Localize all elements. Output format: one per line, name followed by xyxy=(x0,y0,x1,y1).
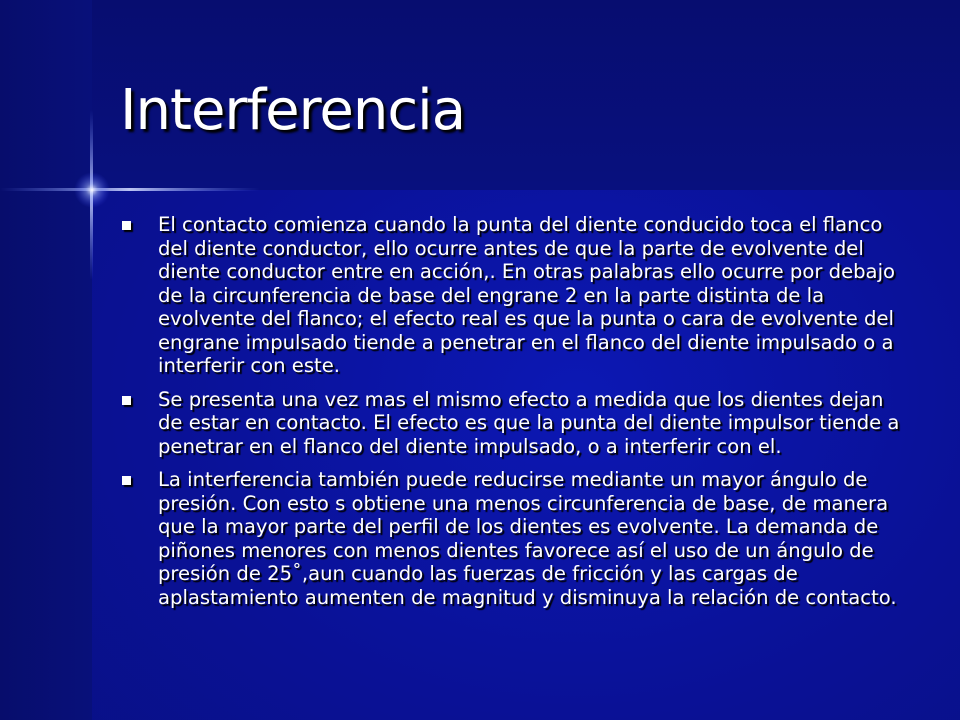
square-bullet-icon xyxy=(122,476,131,485)
bullet-text: El contacto comienza cuando la punta del diente conducido toca el flanco del diente conductor, ello ocurre antes de que la parte de evolvente del diente conductor entre en acción,. En otras palabras ello ocurre por debajo de la circunferencia de base del engrane 2 en la parte distinta de la evolvente del flanco; el efecto real es que la punta o cara de evolvente del engrane impulsado tiende a penetrar en el flanco del diente impulsado o a interferir con este. xyxy=(158,213,895,377)
slide-title: Interferencia xyxy=(120,78,466,143)
bullet-item xyxy=(118,388,908,459)
square-bullet-icon xyxy=(122,396,131,405)
left-band xyxy=(0,0,92,720)
bullet-text: La interferencia también puede reducirse mediante un mayor ángulo de presión. Con esto s obtiene una menos circunferencia de base, de manera que la mayor parte del perfil de los dientes es evolvente. La demanda de piñones menores con menos dientes favorece así el uso de un ángulo de presión de 25˚,aun cuando las fuerzas de fricción y las cargas de aplastamiento aumenten de magnitud y disminuya la relación de contacto. xyxy=(158,468,897,609)
bullet-item xyxy=(118,468,908,609)
bullet-item xyxy=(118,213,908,378)
bullet-text: Se presenta una vez mas el mismo efecto a medida que los dientes dejan de estar en contacto. El efecto es que la punta del diente impulsor tiende a penetrar en el flanco del diente impulsado, o a interferir con el. xyxy=(158,387,900,458)
square-bullet-icon xyxy=(122,221,131,230)
bullet-list xyxy=(118,213,908,609)
